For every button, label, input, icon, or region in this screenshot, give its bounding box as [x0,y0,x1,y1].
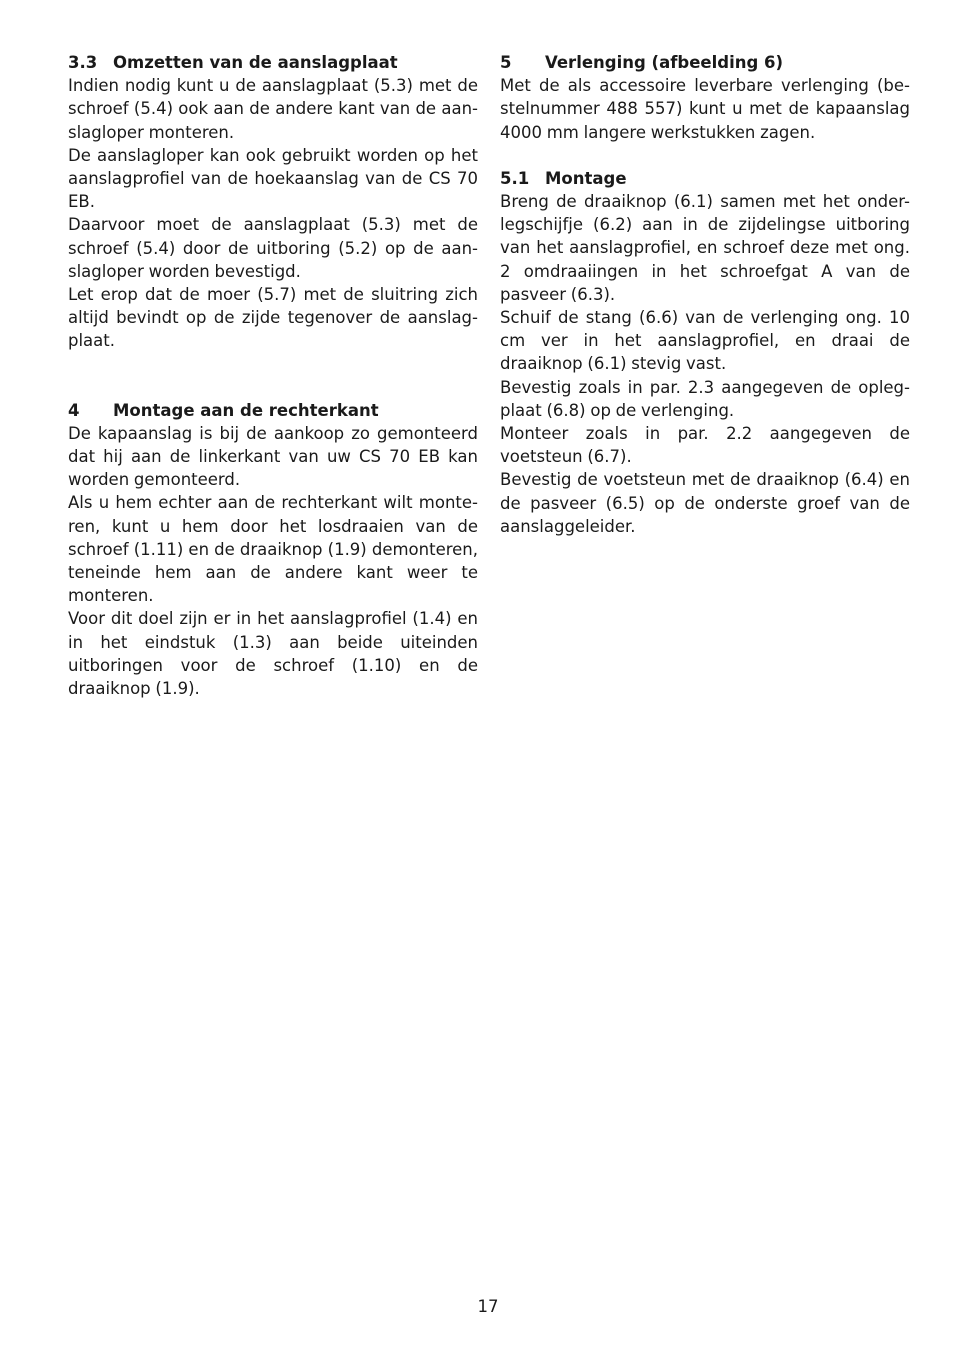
section-heading [68,399,478,422]
section-heading [68,51,478,74]
section-title: Omzetten van de aanslagplaat [113,53,398,72]
section-title: Montage aan de rechterkant [113,400,379,420]
section-heading [500,167,910,190]
section-number: 5.1 [500,168,530,188]
paragraph: Breng de draaiknop (6.1) samen met het onder-legschijfje (6.2) aan in de zijdelingse uitboring van het aanslagprofiel, en schroef deze met ong. 2 omdraaiingen in het schroefgat A van de pasveer (6.3). [500,192,910,304]
paragraph: Bevestig zoals in par. 2.3 aangegeven de opleg-plaat (6.8) op de verlenging. [500,377,910,420]
section-number: 3.3 [68,53,98,72]
section-3-3 [68,51,478,353]
paragraph: Schuif de stang (6.6) van de verlenging ong. 10 cm ver in het aanslagprofiel, en draai de draaiknop (6.1) stevig vast. [500,308,910,374]
section-title: Montage [545,168,627,188]
page-number: 17 [477,1297,499,1316]
paragraph: Als u hem echter aan de rechterkant wilt monte-ren, kunt u hem door het losdraaien van de schroef (1.11) en de draaiknop (1.9) demonteren, teneinde hem aan de andere kant weer te monteren. [68,493,478,606]
paragraph: Voor dit doel zijn er in het aanslagprofiel (1.4) en in het eindstuk (1.3) aan beide uiteinden uitboringen voor de schroef (1.10) en de draaiknop (1.9). [68,609,478,699]
paragraph: De kapaanslag is bij de aankoop zo gemonteerd dat hij aan de linkerkant van uw CS 70 EB kan worden gemonteerd. [68,423,478,490]
paragraph: Indien nodig kunt u de aanslagplaat (5.3) met de schroef (5.4) ook aan de andere kant van de aan-slagloper monteren. [68,76,478,142]
paragraph: Let erop dat de moer (5.7) met de sluitring zich altijd bevindt op de zijde tegenover de aanslag-plaat. [68,285,478,351]
section-title: Verlenging (afbeelding 6) [545,53,784,72]
paragraph: Met de als accessoire leverbare verlenging (be-stelnummer 488 557) kunt u met de kapaanslag 4000 mm langere werkstukken zagen. [500,76,910,142]
section-5-1 [500,167,910,538]
paragraph: Daarvoor moet de aanslagplaat (5.3) met de schroef (5.4) door de uitboring (5.2) op de aan-slagloper worden bevestigd. [68,215,478,281]
section-number: 4 [68,400,80,420]
paragraph: Monteer zoals in par. 2.2 aangegeven de voetsteun (6.7). [500,424,910,467]
left-column [68,51,478,700]
section-number: 5 [500,53,512,72]
paragraph: De aanslagloper kan ook gebruikt worden op het aanslagprofiel van de hoekaanslag van de CS 70 EB. [68,145,478,212]
section-5 [500,51,910,144]
paragraph: Bevestig de voetsteun met de draaiknop (6.4) en de pasveer (6.5) op de onderste groef van de aanslaggeleider. [500,470,910,536]
spacer [68,353,478,399]
spacer [500,144,910,167]
section-heading [500,51,910,74]
right-column [500,51,910,538]
section-4 [68,399,478,701]
